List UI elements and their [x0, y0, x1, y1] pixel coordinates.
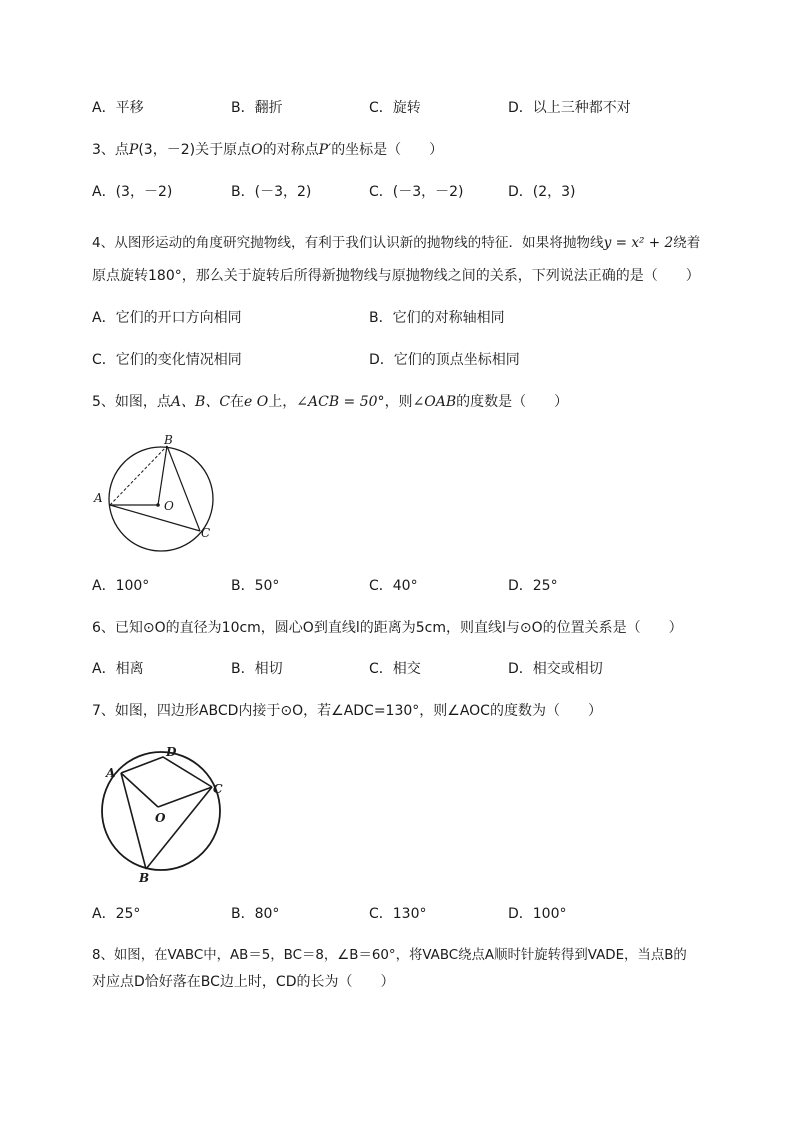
q5-label-b: B — [164, 433, 173, 447]
q7-label-o: O — [155, 811, 166, 825]
q6-option-d[interactable]: D．相交或相切 — [508, 661, 603, 677]
q7-option-a[interactable]: A．25° — [92, 906, 141, 922]
q7-label-a: A — [106, 766, 116, 780]
q6-stem: 6、已知⊙O的直径为10cm，圆心O到直线l的距离为5cm，则直线l与⊙O的位置关系是（ ） — [92, 620, 683, 636]
q5-label-o: O — [164, 499, 174, 513]
q7-stem: 7、如图，四边形ABCD内接于⊙O，若∠ADC=130°，则∠AOC的度数为（ ） — [92, 703, 602, 719]
q5-figure — [90, 433, 220, 558]
q7-figure — [98, 745, 238, 885]
q5-option-b[interactable]: B．50° — [231, 578, 280, 594]
q5-center-dot — [156, 503, 160, 507]
q4-stem-line1: 4、从图形运动的角度研究抛物线，有利于我们认识新的抛物线的特征．如果将抛物线y = x² + 2绕着 — [92, 235, 701, 251]
q5-label-a: A — [94, 491, 103, 505]
q5-label-c: C — [201, 526, 211, 540]
q7-segment-ao — [121, 773, 158, 807]
q7-option-d[interactable]: D．100° — [508, 906, 567, 922]
q7-option-b[interactable]: B．80° — [231, 906, 280, 922]
q7-label-d: D — [166, 745, 177, 759]
q4-option-d[interactable]: D．它们的顶点坐标相同 — [369, 352, 520, 368]
q5-circle — [109, 447, 213, 551]
q7-label-c: C — [213, 782, 223, 796]
q3-option-d[interactable]: D．(2，3) — [508, 184, 576, 200]
q3-option-c[interactable]: C．(－3，－2) — [369, 184, 464, 200]
q7-segments-adc — [121, 757, 212, 787]
q6-option-a[interactable]: A．相离 — [92, 661, 144, 677]
q8-stem-line1: 8、如图，在VABC中，AB＝5，BC＝8，∠B＝60°，将VABC绕点A顺时针旋转得到VADE，当点B的 — [92, 948, 687, 963]
q6-option-b[interactable]: B．相切 — [231, 661, 283, 677]
q2-option-c[interactable]: C．旋转 — [369, 100, 421, 116]
q7-segment-ab — [121, 773, 146, 869]
q4-option-b[interactable]: B．它们的对称轴相同 — [369, 310, 505, 326]
q3-option-a[interactable]: A．(3，－2) — [92, 184, 173, 200]
q5-stem: 5、如图，点A、B、C在e O上，∠ACB = 50°，则∠OAB的度数是（ ） — [92, 394, 569, 410]
q5-segment-ac — [110, 505, 200, 531]
q4-option-c[interactable]: C．它们的变化情况相同 — [92, 352, 242, 368]
q7-option-c[interactable]: C．130° — [369, 906, 427, 922]
q5-segment-ab — [110, 446, 167, 505]
q5-option-c[interactable]: C．40° — [369, 578, 418, 594]
q3-option-b[interactable]: B．(－3，2) — [231, 184, 312, 200]
q5-option-d[interactable]: D．25° — [508, 578, 558, 594]
q5-segment-ob — [158, 446, 167, 505]
q8-stem-line2: 对应点D恰好落在BC边上时，CD的长为（ ） — [92, 974, 395, 990]
q2-option-b[interactable]: B．翻折 — [231, 100, 283, 116]
q4-option-a[interactable]: A．它们的开口方向相同 — [92, 310, 242, 326]
q2-option-d[interactable]: D．以上三种都不对 — [508, 100, 631, 116]
q7-label-b: B — [139, 871, 150, 885]
q5-segment-bc — [167, 446, 200, 531]
q4-stem-line2: 原点旋转180°，那么关于旋转后所得新抛物线与原抛物线之间的关系，下列说法正确的是（ ） — [92, 268, 700, 284]
q6-option-c[interactable]: C．相交 — [369, 661, 421, 677]
q2-option-a[interactable]: A．平移 — [92, 100, 144, 116]
q3-stem: 3、点P(3，－2)关于原点O的对称点P′的坐标是（ ） — [92, 142, 444, 158]
q5-option-a[interactable]: A．100° — [92, 578, 150, 594]
